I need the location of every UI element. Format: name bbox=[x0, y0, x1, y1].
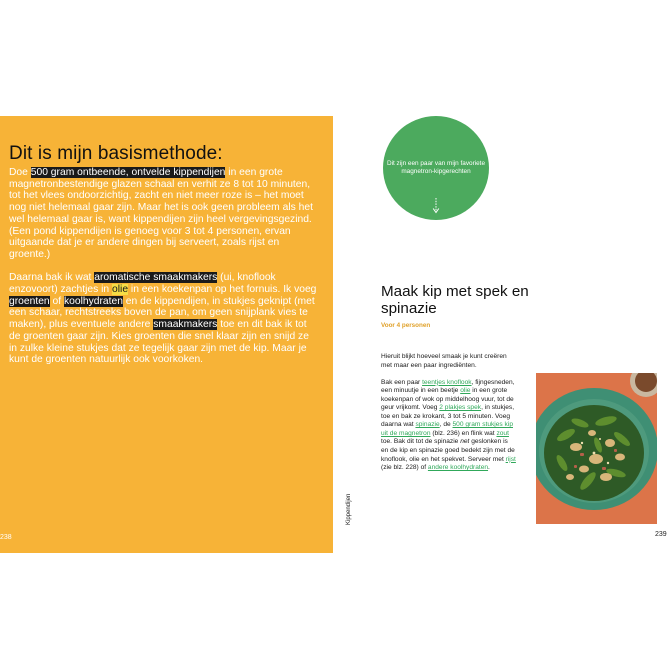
recipe-intro: Hieruit blijkt hoeveel smaak je kunt creëren met maar een paar ingrediënten. bbox=[381, 353, 507, 369]
text-run: net bbox=[460, 438, 470, 446]
text-run: toe. Bak dit tot de spinazie bbox=[381, 438, 461, 446]
page-number-right: 239 bbox=[655, 531, 667, 538]
ingredient-link[interactable]: rijst bbox=[505, 455, 516, 463]
highlighted-term: groenten bbox=[9, 295, 50, 307]
text-run: in een grote koekenpan of wok op middelhoog vuur, tot de geur vrijkomt. Voeg bbox=[381, 387, 514, 412]
left-page-body bbox=[9, 167, 319, 378]
text-run: in een grote magnetronbestendige glazen schaal en verhit ze 8 tot 10 minuten, tot het vlees ondoorzichtig, zacht en niet meer roze is – het moet nog niet helemaal gaar zijn. Maar het is ook geen probleem als het wel helemaal gaar is, want kippendijen zijn heel vergevingsgezind. (Een pond kippendijen is genoeg voor 3 tot 4 personen, ervan uitgaande dat je er andere dingen bij serveert, zoals rijst en groente.) bbox=[9, 167, 313, 260]
ingredient-link[interactable]: 2 plakjes spek bbox=[439, 404, 482, 412]
text-run: (zie blz. 228) of bbox=[381, 464, 428, 472]
basic-method-paragraph-1 bbox=[9, 167, 319, 261]
ingredient-link[interactable]: 500 gram stukjes kip uit de magnetron bbox=[381, 421, 513, 437]
text-run: of bbox=[49, 295, 64, 307]
text-run: Doe bbox=[9, 167, 31, 178]
favorites-circle-text: Dit zijn een paar van mijn favoriete magnetron-kipgerechten bbox=[386, 160, 486, 176]
ingredient-link[interactable]: teentjes knoflook bbox=[422, 378, 472, 386]
arrow-down-icon bbox=[432, 198, 440, 214]
recipe-title: Maak kip met spek en spinazie bbox=[381, 283, 529, 317]
text-run: toe en dit bak ik tot de groenten gaar zijn. Kies groenten die snel klaar zijn en snijd ze in zulke kleine stukjes dat ze tegelijk gaar zijn met de kip. Maar je kunt de groenten natuurlijk ook voorkoken. bbox=[9, 319, 309, 366]
ingredient-link[interactable]: zout bbox=[496, 429, 509, 437]
text-run: en de kippendijen, in stukjes geknipt (met een schaar, rechtstreeks boven de pan, om geen snijplank vies te maken), plus eventuele andere bbox=[9, 295, 315, 331]
text-run: Bak een paar bbox=[381, 378, 423, 386]
highlighted-term: koolhydraten bbox=[63, 295, 123, 307]
recipe-method bbox=[381, 379, 516, 473]
highlighted-term: olie bbox=[112, 284, 129, 296]
chapter-side-label: Kippendijen bbox=[346, 493, 352, 525]
text-run: (blz. 236) en flink wat bbox=[430, 429, 497, 437]
text-run: in een koekenpan op het fornuis. Ik voeg bbox=[128, 284, 317, 296]
favorites-circle bbox=[383, 116, 489, 220]
right-page bbox=[333, 116, 670, 553]
ingredient-link[interactable]: spinazie bbox=[415, 421, 440, 429]
text-run: Daarna bak ik wat bbox=[9, 272, 95, 284]
text-run: , in stukjes, toe en bak ze krokant, 3 tot 5 minuten. Voeg daarna wat bbox=[381, 404, 515, 429]
highlighted-term: 500 gram ontbeende, ontvelde kippendijen bbox=[30, 167, 226, 178]
recipe-servings: Voor 4 personen bbox=[381, 322, 431, 329]
ingredient-link[interactable]: andere koolhydraten bbox=[427, 464, 489, 472]
recipe-body bbox=[381, 353, 516, 481]
food-photo bbox=[536, 373, 657, 524]
highlighted-term: aromatische smaakmakers bbox=[94, 272, 218, 284]
left-page bbox=[0, 116, 333, 553]
text-run: , fijngesneden, een minuutje in een beetje bbox=[381, 378, 515, 395]
ingredient-link[interactable]: olie bbox=[460, 387, 471, 395]
basic-method-paragraph-2 bbox=[9, 272, 319, 366]
text-run: , de bbox=[439, 421, 453, 429]
page-number-left: 238 bbox=[0, 534, 12, 541]
text-run: (ui, knoflook enzovoort) zachtjes in bbox=[9, 272, 276, 296]
highlighted-term: smaakmakers bbox=[153, 319, 218, 331]
left-page-title: Dit is mijn basismethode: bbox=[9, 143, 223, 164]
text-run: . bbox=[488, 464, 490, 472]
text-run: geslonken is en de kip en spinazie goed bedekt zijn met de knoflook, olie en het spekvet. Serveer met bbox=[381, 438, 515, 463]
